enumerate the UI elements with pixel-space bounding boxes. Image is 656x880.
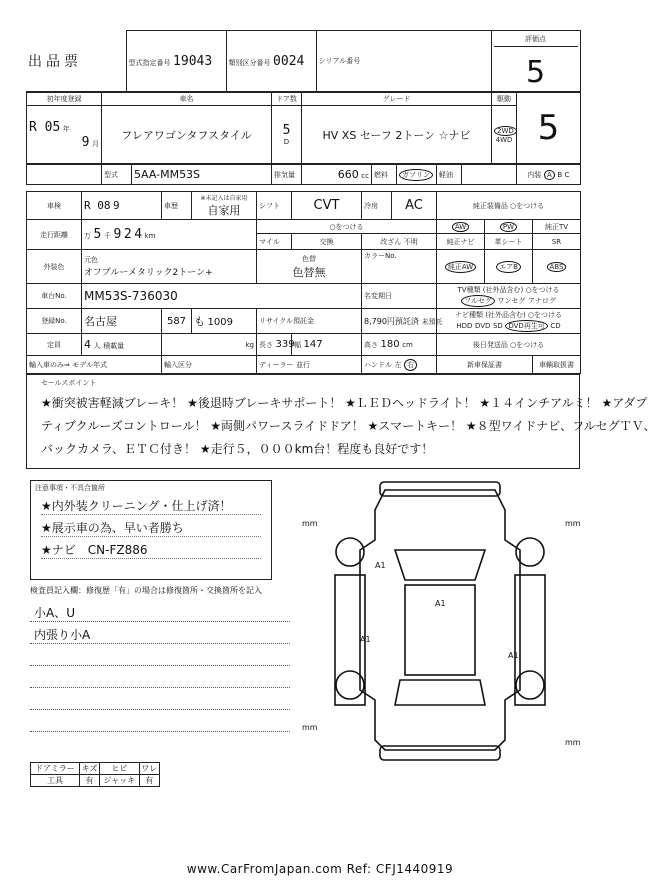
displacement-value: 660 [337, 168, 359, 181]
length-label: 長さ [259, 341, 273, 349]
legend-mirror: ドアミラー [31, 763, 80, 775]
category-label: 類別区分番号 [228, 58, 271, 67]
damage-mark: A1 [360, 635, 371, 644]
sales-line: ティブクルーズコントロール！ ★両側パワースライドドア！ ★スマートキー！ ★８型ワイドナビ、フルセグＴＶ、 [41, 419, 656, 433]
nav-hdd: HDD [456, 322, 473, 330]
windshield [395, 550, 485, 580]
front-bumper [380, 482, 500, 496]
reg-area: 名古屋 [84, 315, 117, 328]
notes-box [30, 480, 272, 580]
recycle-pending: 未預託 [421, 317, 443, 326]
inspection-table [26, 191, 581, 374]
first-reg-month: 9 [81, 134, 90, 150]
footer-ref: www.CarFromJapan.com Ref: CFJ1440919 [186, 862, 454, 876]
reg-label: 登録No. [41, 317, 67, 325]
height-label: 高さ [364, 341, 378, 349]
legend-scratch: キズ [79, 763, 99, 775]
checker-row: 内張り小A [30, 622, 290, 644]
legend-tools-yes: 有 [79, 775, 99, 787]
mm-label: mm [565, 738, 581, 747]
color-label: 外装色 [43, 262, 65, 271]
checker-row [30, 688, 290, 710]
mileage-digit-2: 9 [113, 227, 122, 242]
shaken-label: 車検 [47, 201, 61, 210]
checker-row: 小A、U [30, 600, 290, 622]
recycle-label: リサイクル預託金 [259, 317, 315, 325]
score-display: 5 [537, 108, 560, 148]
interior-a: A [544, 170, 555, 180]
tv-oneseg: ワンセグ [497, 297, 526, 305]
parallel-label: 並行 [296, 360, 310, 369]
reg-kana: も [194, 315, 205, 328]
mm-label: mm [302, 723, 318, 732]
mileage-label: 走行距離 [40, 230, 68, 239]
model-year-label: モデル年式 [72, 360, 108, 369]
serial-label: シリアル番号 [318, 57, 361, 65]
notes-line: ★内外装クリーニング・仕上げ済！ [41, 497, 261, 515]
usage-note: ※未記入は自家用 [200, 195, 248, 202]
legend-table [30, 762, 160, 787]
month-unit: 月 [92, 139, 99, 148]
checker-rows [30, 600, 290, 732]
later-warranty: 新車保証書 [467, 360, 502, 369]
door-count: 5 [282, 123, 291, 138]
nav-cd: CD [550, 322, 561, 330]
length-value: 339 [275, 339, 295, 350]
import-label: 輸入車のみ⇒ [29, 360, 70, 369]
diesel-label: 軽油 [439, 170, 453, 179]
nav-dvd: DVD [474, 322, 491, 330]
equip-abs: ABS [547, 262, 567, 272]
equip-pw: PW [500, 222, 517, 232]
legend-jack-yes: 有 [139, 775, 159, 787]
handle-left: 左 [394, 360, 402, 369]
equip-airbag: エアB [496, 261, 521, 273]
notes-line: ★展示車の為、早い者勝ち [41, 519, 261, 537]
usage-value: 自家用 [207, 204, 241, 217]
nav-title: ナビ種類 (社外品含む) ○をつける [455, 311, 563, 319]
orig-color: オフブルーメタリック2トーン+ [84, 268, 213, 278]
car-name-label: 車名 [179, 95, 194, 103]
ac-value: AC [405, 198, 423, 213]
type-designation-label: 型式指定番号 [128, 58, 171, 67]
interior-b: B [557, 170, 563, 179]
legend-jack: ジャッキ [100, 775, 139, 787]
grade-value: HV XS セーフ 2トーン ☆ナビ [322, 128, 471, 142]
rear-window [395, 680, 485, 705]
legend-tools: 工具 [31, 775, 80, 787]
mm-label: mm [565, 519, 581, 528]
doors-label: ドア数 [276, 95, 297, 103]
kg-unit: kg [245, 341, 254, 349]
rear-bumper [380, 746, 500, 760]
shaken-era: R 08 [84, 199, 111, 212]
tv-analog: アナログ [527, 297, 556, 305]
checker-row [30, 644, 290, 666]
usage-label: 車歴 [164, 201, 178, 210]
ac-label: 冷房 [364, 201, 378, 210]
drive-2wd: 2WD [494, 126, 517, 136]
height-value: 180 [380, 339, 400, 350]
import-class-label: 輸入区分 [164, 360, 192, 369]
vehicle-table [26, 92, 581, 164]
damage-mark: A1 [508, 651, 519, 660]
interior-c: C [564, 170, 570, 179]
drive-4wd: 4WD [495, 135, 513, 144]
legend-crack: ヒビ [100, 763, 139, 775]
mileage-digit-3: 2 [123, 227, 132, 242]
color-no-label: カラーNo. [364, 252, 397, 260]
equip-aw: AW [452, 222, 469, 232]
later-manual: 車輌取扱書 [539, 360, 575, 369]
shift-value: CVT [313, 198, 340, 213]
model-code: 5AA-MM53S [134, 168, 201, 181]
notes-line: ★ナビ CN-FZ886 [41, 541, 261, 559]
car-name: フレアワゴンタフスタイル [121, 128, 252, 142]
first-reg-era: R 05 [29, 119, 61, 135]
sales-line: ★衝突被害軽減ブレーキ！ ★後退時ブレーキサポート！ ★ＬＥＤヘッドライト！ ★１４インチアルミ！ ★アダプ [41, 396, 648, 410]
color-change-label: 色替 [302, 254, 316, 263]
equip-navi: 純正ナビ [446, 237, 475, 246]
mm-label: mm [302, 519, 318, 528]
first-reg-label: 初年度登録 [46, 95, 82, 103]
unknown-label: 不明 [403, 237, 418, 246]
equip-tv: 純正TV [544, 222, 569, 231]
mile-label: マイル [259, 237, 280, 246]
equip-title: 純正装備品 ○をつける [472, 201, 545, 210]
capacity-label: 定員 [47, 340, 61, 349]
checker-row [30, 710, 290, 732]
sheet-title: 出品票 [28, 53, 82, 70]
checker-label: 検査員記入欄：修復歴「有」の場合は修復箇所・交換箇所を記入 [30, 586, 262, 595]
grade-label: グレード [382, 95, 411, 103]
reg-number: 1009 [207, 317, 233, 328]
sales-line: バックカメラ、ＥＴＣ付き！ ★走行５，０００km台！程度も良好です！ [41, 442, 434, 456]
name-change-label: 名変期日 [364, 292, 392, 300]
score-label: 評価点 [494, 32, 578, 47]
color-change: 色替無 [292, 265, 326, 279]
legend-break: ワレ [139, 763, 159, 775]
handle-right: 右 [404, 359, 417, 371]
interior-label: 内装 [527, 170, 542, 179]
notes-label: 注意事項・不具合箇所 [35, 484, 105, 492]
category-number: 0024 [273, 53, 305, 69]
door-sub: D [283, 138, 290, 146]
capacity-value: 4 [84, 338, 91, 351]
cc-unit: cc [361, 172, 369, 180]
auction-sheet [26, 30, 656, 469]
tamper-label: 改ざん [380, 237, 402, 246]
sales-points [26, 374, 656, 469]
width-value: 147 [303, 339, 323, 350]
tv-title: TV種類 (社外品含む) ○をつける [457, 286, 560, 294]
chassis-label: 車台No. [41, 292, 67, 300]
year-unit: 年 [62, 124, 70, 133]
model-table [26, 164, 581, 185]
later-title: 後日発送品 ○をつける [472, 340, 545, 349]
equip-genuine-aw: 純正AW [445, 261, 476, 273]
swap-label: 交換 [319, 237, 334, 246]
mileage-digit-4: 4 [134, 227, 143, 242]
km-unit: km [144, 232, 156, 240]
person-unit: 人 [93, 342, 101, 350]
nav-dvd-play: DVD再生可 [505, 320, 547, 332]
equip-leather: 革シート [494, 237, 523, 246]
tv-fullseg: フルセグ [461, 295, 495, 307]
checker-row [30, 666, 290, 688]
equip-sr: SR [551, 238, 562, 246]
load-label: 積載量 [103, 342, 125, 350]
width-label: 幅 [294, 341, 301, 349]
mileage-mark-title: ○をつける [329, 222, 364, 231]
chassis-number: MM53S-736030 [84, 289, 178, 303]
dealer-label: ディーラー [259, 360, 294, 369]
handle-label: ハンドル [364, 360, 392, 369]
mileage-digit-1: 5 [93, 227, 102, 242]
reg-class: 587 [166, 315, 187, 327]
nav-sd: SD [492, 322, 503, 330]
shaken-month: 9 [113, 199, 120, 212]
header-table [26, 30, 581, 92]
damage-mark: A1 [435, 599, 446, 608]
shift-label: シフト [259, 201, 280, 210]
mileage-unit-sen: 千 [103, 232, 111, 240]
mileage-unit-man: 万 [84, 232, 91, 240]
sales-label: セールスポイント [41, 379, 97, 387]
model-label: 型式 [104, 170, 118, 179]
car-diagram [290, 480, 590, 820]
damage-mark: A1 [375, 561, 386, 570]
drive-label: 駆動 [497, 95, 511, 103]
score-value: 5 [525, 55, 546, 90]
type-designation: 19043 [173, 53, 213, 69]
orig-color-label: 元色 [84, 256, 98, 264]
recycle-amount: 8,790円預託済 [364, 316, 419, 326]
car-body-outline [360, 490, 520, 750]
fuel-label: 燃料 [374, 170, 388, 179]
fuel-gasoline: ガソリン [399, 169, 433, 181]
displacement-label: 排気量 [274, 170, 295, 179]
cm-unit: cm [402, 341, 413, 349]
